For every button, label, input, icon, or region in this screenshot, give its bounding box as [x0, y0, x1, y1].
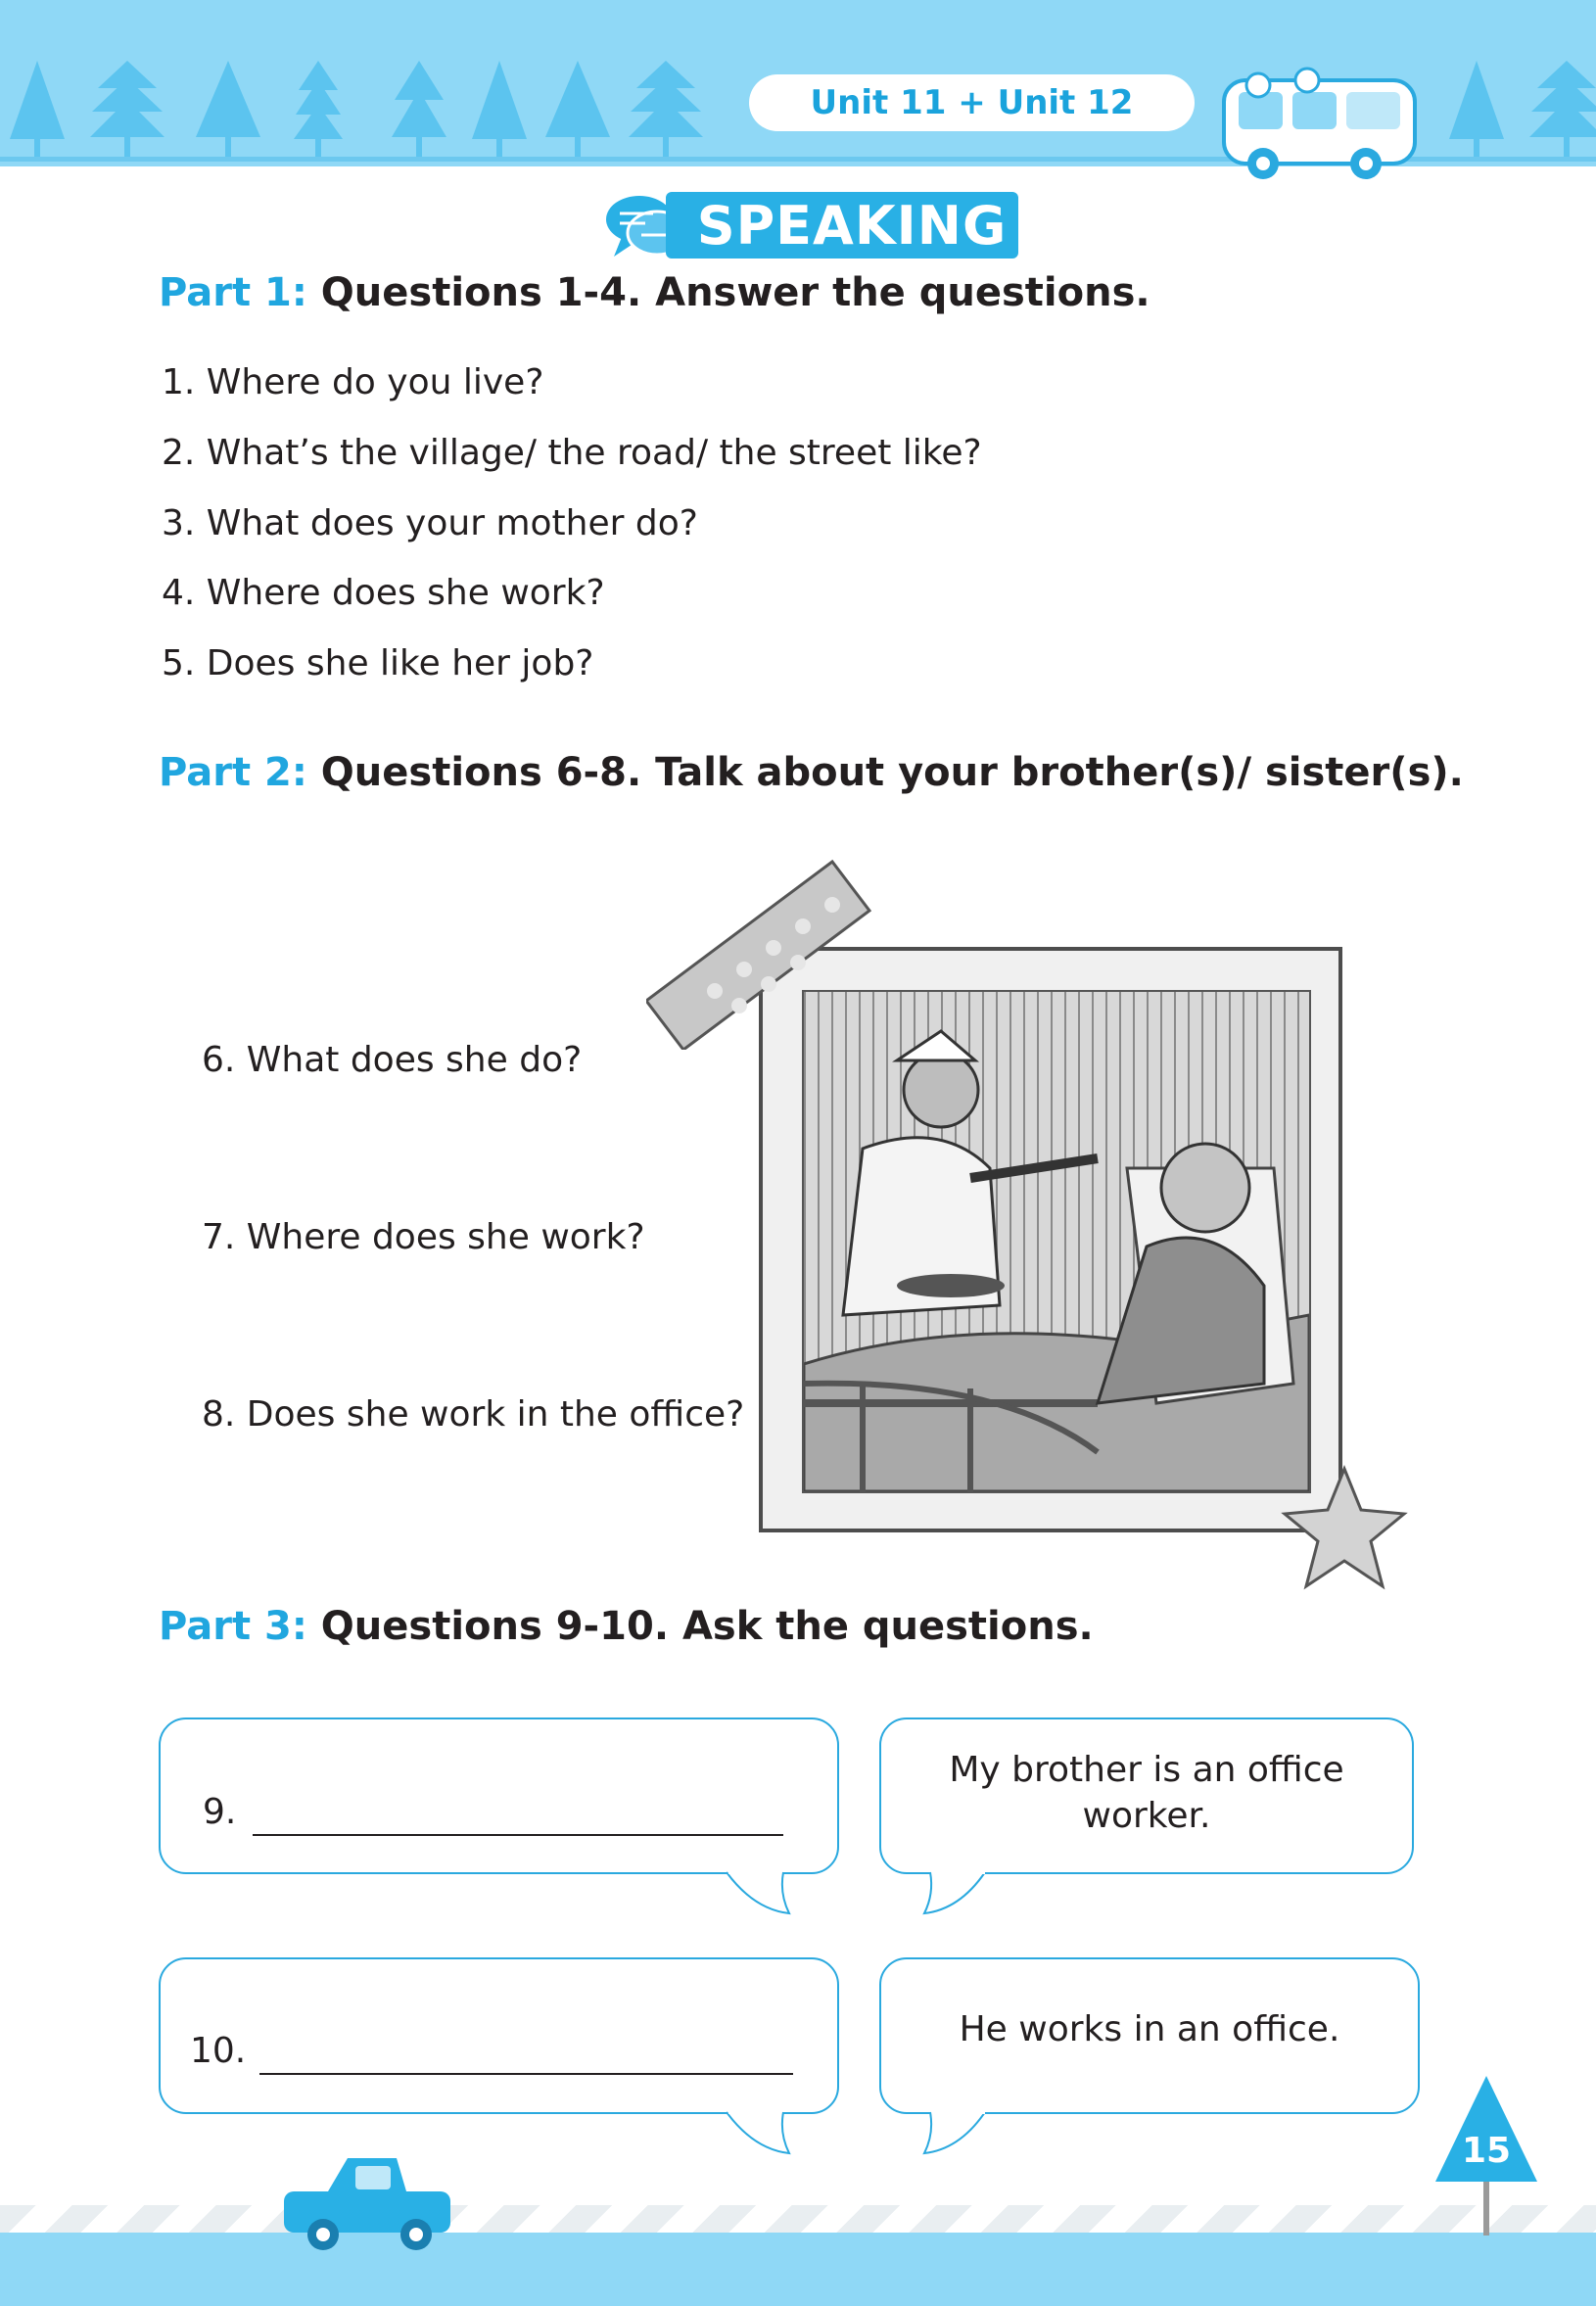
footer-road [0, 2205, 1596, 2235]
section-title [666, 192, 1018, 259]
nurse-patient-image [802, 990, 1311, 1493]
tree-icon [88, 61, 166, 159]
unit-label [749, 74, 1195, 131]
tape-icon [646, 854, 881, 1050]
page-number: 15 [1461, 2131, 1512, 2171]
star-icon [1281, 1465, 1408, 1592]
tree-icon [194, 61, 262, 159]
tree-icon [1447, 61, 1506, 159]
question-3: 3. What does your mother do? [162, 503, 698, 543]
question-5: 5. Does she like her job? [162, 643, 594, 683]
question-2: 2. What’s the village/ the road/ the street like? [162, 433, 982, 473]
question-1: 1. Where do you live? [162, 362, 544, 402]
hospital-scene-icon [804, 992, 1309, 1491]
question-6: 6. What does she do? [202, 1040, 583, 1080]
answer-line-10[interactable] [259, 2073, 793, 2075]
unit-label-text: Unit 11 + Unit 12 [810, 83, 1134, 122]
question-9-number: 9. [203, 1792, 237, 1832]
car-icon [279, 2152, 455, 2250]
part3-label: Part 3: [159, 1604, 307, 1649]
tree-icon [1527, 61, 1596, 159]
tree-icon [470, 61, 529, 159]
section-title-text: SPEAKING [696, 194, 1008, 257]
tree-icon [294, 61, 343, 159]
bubble-tail-icon [725, 1870, 793, 1919]
part1-instruction: Questions 1-4. Answer the questions. [320, 270, 1150, 315]
footer-band [0, 2233, 1596, 2306]
part3-heading [159, 1604, 1094, 1649]
answer-9-line1: My brother is an office [949, 1750, 1344, 1790]
part2-heading [159, 750, 1464, 795]
answer-10-line1: He works in an office. [959, 2009, 1340, 2049]
part2-label: Part 2: [159, 750, 307, 795]
bubble-tail-icon [920, 1870, 989, 1919]
question-10-number: 10. [190, 2031, 247, 2071]
part1-label: Part 1: [159, 270, 307, 315]
question-bubble-10 [159, 1957, 839, 2114]
bus-icon [1219, 51, 1425, 188]
part3-instruction: Questions 9-10. Ask the questions. [320, 1604, 1094, 1649]
part2-instruction: Questions 6-8. Talk about your brother(s)/ sister(s). [320, 750, 1464, 795]
answer-line-9[interactable] [253, 1834, 783, 1836]
bubble-tail-icon [725, 2110, 793, 2159]
part1-heading [159, 270, 1150, 315]
tree-icon [390, 61, 448, 159]
tree-icon [543, 61, 612, 159]
question-8: 8. Does she work in the office? [202, 1394, 745, 1435]
tree-icon [8, 61, 67, 159]
question-4: 4. Where does she work? [162, 573, 605, 613]
tree-icon [627, 61, 705, 159]
answer-9-line2: worker. [1082, 1796, 1211, 1836]
question-7: 7. Where does she work? [202, 1217, 645, 1257]
question-bubble-9 [159, 1718, 839, 1874]
bubble-tail-icon [920, 2110, 989, 2159]
